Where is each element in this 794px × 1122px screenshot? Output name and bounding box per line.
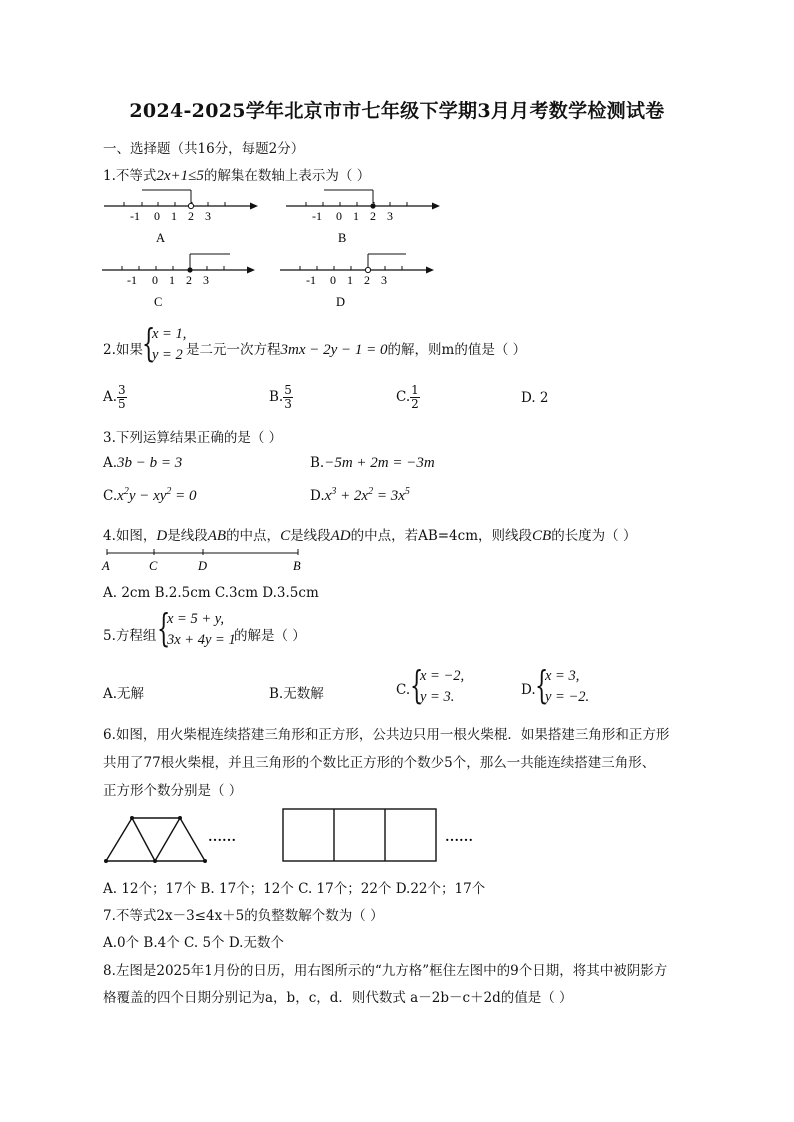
option-label-b: B bbox=[338, 231, 347, 245]
q5-option-a[interactable]: A.无解 bbox=[103, 686, 145, 702]
tick-label: -1 bbox=[312, 209, 322, 223]
question-8-line-1: 8.左图是2025年1月份的日历，用右图所示的“九方格”框住左图中的9个日期，将其中被阴影方 bbox=[103, 963, 668, 979]
tick-label: -1 bbox=[127, 273, 137, 287]
question-5-suffix: 的解是（ ） bbox=[234, 628, 306, 644]
tick-label: 0 bbox=[152, 273, 158, 287]
q2-option-a[interactable]: A. $\frac{3}{5}$ bbox=[103, 383, 126, 411]
question-8-line-2: 格覆盖的四个日期分别记为a，b，c，d．则代数式 a－2b－c＋2d的值是（ ） bbox=[103, 990, 573, 1006]
number-line-c bbox=[102, 254, 255, 309]
question-6-line-2: 共用了77根火柴棍，并且三角形的个数比正方形的个数少5个，那么一共能连续搭建三角形、 bbox=[103, 755, 656, 771]
option-label-d: D bbox=[336, 295, 346, 309]
q2-option-c[interactable]: C. $\frac{1}{2}$ bbox=[396, 383, 419, 411]
q1-number-lines bbox=[96, 186, 456, 316]
q2-equation-system: { x = 1, y = 2 bbox=[142, 321, 187, 365]
tick-label: 3 bbox=[381, 273, 387, 287]
tick-label: 2 bbox=[370, 209, 376, 223]
q3-option-d[interactable]: $D.x^3 + 2x^2 = 3x^5$ bbox=[310, 486, 410, 504]
q3-option-b[interactable]: B.−5m + 2m = −3m bbox=[310, 455, 435, 471]
question-2-prefix: 2.如果 bbox=[103, 342, 143, 358]
question-5-prefix: 5.方程组 bbox=[103, 628, 157, 644]
q4-options[interactable]: A. 2cm B.2.5cm C.3cm D.3.5cm bbox=[103, 585, 319, 601]
q6-options[interactable]: A. 12个；17个 B. 17个；12个 C. 17个；22个 D.22个；17个 bbox=[103, 881, 486, 897]
tick-label: 2 bbox=[186, 273, 192, 287]
number-line-a bbox=[104, 190, 258, 245]
question-4-stem: 4.如图，D是线段AB的中点，C是线段AD的中点，若AB=4cm，则线段CB的长度为（ ） bbox=[103, 528, 637, 544]
tick-label: 1 bbox=[347, 273, 353, 287]
tick-label: 1 bbox=[171, 209, 177, 223]
q6-matchstick-figure bbox=[100, 805, 500, 867]
q3-option-a[interactable]: A.3b − b = 3 bbox=[103, 455, 183, 471]
question-2-stem: 是二元一次方程3mx − 2y − 1 = 0的解，则m的值是（ ） bbox=[186, 342, 527, 358]
option-label-a: A bbox=[156, 231, 166, 245]
question-1-stem: 1.不等式2x+1≤5的解集在数轴上表示为（ ） bbox=[103, 168, 371, 184]
number-line-d bbox=[280, 254, 434, 309]
q7-options[interactable]: A.0个 B.4个 C. 5个 D.无数个 bbox=[103, 935, 284, 951]
section-heading: 一、选择题（共16分，每题2分） bbox=[103, 141, 305, 157]
squares-figure bbox=[283, 809, 436, 861]
q5-option-c-system[interactable]: { x = −2, y = 3. bbox=[410, 663, 465, 707]
q2-option-b[interactable]: B. $\frac{5}{3}$ bbox=[269, 383, 292, 411]
tick-label: 3 bbox=[203, 273, 209, 287]
q3-option-c[interactable]: $C.x^2y - xy^2 = 0$ bbox=[103, 486, 197, 504]
tick-label: 0 bbox=[336, 209, 342, 223]
point-label-d: D bbox=[198, 559, 208, 573]
q1-inequality: 2x+1≤5 bbox=[156, 168, 204, 184]
q2-equation: 3mx − 2y − 1 = 0 bbox=[280, 342, 388, 358]
q5-option-d-system[interactable]: { x = 3, y = −2. bbox=[535, 663, 590, 707]
point-label-c: C bbox=[149, 559, 158, 573]
point-label-a: A bbox=[102, 559, 110, 573]
tick-label: -1 bbox=[306, 273, 316, 287]
question-3-stem: 3.下列运算结果正确的是（ ） bbox=[103, 430, 283, 446]
option-label-c: C bbox=[154, 295, 163, 309]
tick-label: -1 bbox=[130, 209, 140, 223]
tick-label: 1 bbox=[353, 209, 359, 223]
tick-label: 0 bbox=[154, 209, 160, 223]
q5-equation-system: { x = 5 + y, 3x + 4y = 1 bbox=[157, 606, 236, 650]
question-6-line-1: 6.如图，用火柴棍连续搭建三角形和正方形，公共边只用一根火柴棍．如果搭建三角形和正方形 bbox=[103, 727, 670, 743]
number-line-b bbox=[286, 190, 440, 245]
tick-label: 2 bbox=[188, 209, 194, 223]
question-6-line-3: 正方形个数分别是（ ） bbox=[103, 783, 243, 799]
tick-label: 1 bbox=[169, 273, 175, 287]
ellipsis-1: …… bbox=[208, 830, 236, 845]
q5-option-b[interactable]: B.无数解 bbox=[269, 686, 324, 702]
question-7-stem: 7.不等式2x－3≤4x＋5的负整数解个数为（ ） bbox=[103, 908, 384, 924]
q4-segment-diagram bbox=[100, 546, 310, 576]
tick-label: 2 bbox=[364, 273, 370, 287]
point-label-b: B bbox=[293, 559, 301, 573]
ellipsis-2: …… bbox=[445, 830, 473, 845]
page-title: 2024-2025学年北京市市七年级下学期3月月考数学检测试卷 bbox=[129, 100, 665, 122]
q5-option-c-label[interactable]: C. bbox=[396, 682, 411, 698]
q2-option-d[interactable]: D. 2 bbox=[521, 390, 549, 406]
triangles-figure bbox=[106, 818, 205, 861]
q5-option-d-label[interactable]: D. bbox=[521, 682, 536, 698]
tick-label: 0 bbox=[330, 273, 336, 287]
tick-label: 3 bbox=[387, 209, 393, 223]
tick-label: 3 bbox=[205, 209, 211, 223]
